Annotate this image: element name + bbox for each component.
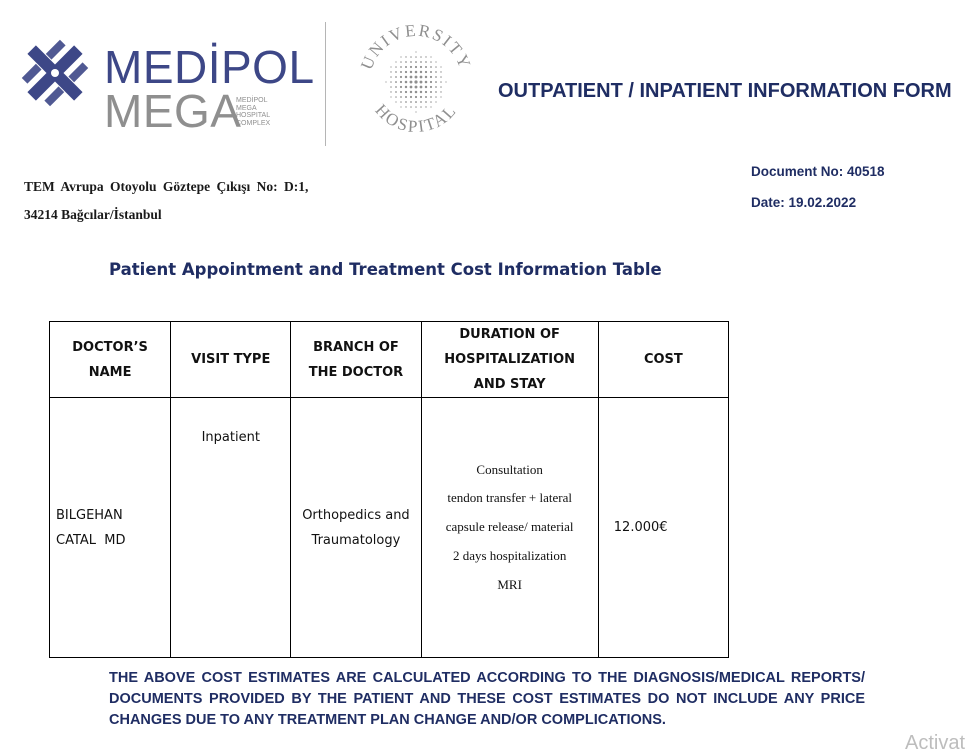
- header-branch: BRANCH OF THE DOCTOR: [291, 322, 421, 398]
- brand-name: MEDİPOL: [104, 41, 315, 93]
- cost-table: [49, 321, 729, 658]
- logo-divider: [325, 22, 326, 146]
- address: [24, 173, 308, 229]
- form-title: OUTPATIENT / INPATIENT INFORMATION FORM: [498, 80, 952, 102]
- medipol-logo-icon: [20, 38, 90, 108]
- table-header-row: [50, 322, 729, 398]
- header-visit-type: VISIT TYPE: [171, 322, 291, 398]
- cell-branch: Orthopedics and Traumatology: [291, 398, 421, 658]
- brand-small-text: MEDİPOL MEGA HOSPITAL COMPLEX: [236, 97, 271, 127]
- activation-watermark: Activat: [905, 732, 966, 754]
- cell-visit-type: Inpatient: [171, 398, 291, 658]
- table-row: [50, 398, 729, 658]
- brand-sub: MEGA: [104, 85, 242, 137]
- disclaimer-text: THE ABOVE COST ESTIMATES ARE CALCULATED ACCORDING TO THE DIAGNOSIS/MEDICAL REPORTS/ DOCUMENTS PROVIDED BY THE PATIENT AND THESE COST ESTIMATES DO NOT INCLUDE ANY PRICE CHANGES DUE TO ANY TREATMENT PLAN CHANGE AND/OR COMPLICATIONS.: [109, 670, 865, 728]
- document-date: Date: 19.02.2022: [751, 195, 857, 210]
- document-number: Document No: 40518: [751, 164, 885, 179]
- address-line-2: 34214 Bağcılar/İstanbul: [24, 207, 162, 222]
- university-hospital-logo: [352, 16, 480, 146]
- cell-doctor-name: BILGEHAN CATAL MD: [50, 398, 171, 658]
- table-title: Patient Appointment and Treatment Cost Information Table: [109, 260, 662, 279]
- address-line-1: TEM Avrupa Otoyolu Göztepe Çıkışı No: D:1,: [24, 179, 309, 194]
- svg-text:HOSPITAL: [371, 100, 460, 136]
- hospital-arc-text: HOSPITAL: [371, 100, 461, 137]
- header-cost: COST: [598, 322, 728, 398]
- svg-text:UNIVERSITY: [357, 21, 475, 73]
- header-duration: DURATION OF HOSPITALIZATION AND STAY: [421, 322, 598, 398]
- header-doctor-name: DOCTOR’S NAME: [50, 322, 171, 398]
- cell-cost: 12.000€: [598, 398, 728, 658]
- document-info: [751, 156, 885, 218]
- university-arc-text: UNIVERSITY: [356, 20, 476, 73]
- cell-duration: Consultation tendon transfer + lateral capsule release/ material 2 days hospitalization MRI: [421, 398, 598, 658]
- globe-dots-icon: [385, 51, 446, 112]
